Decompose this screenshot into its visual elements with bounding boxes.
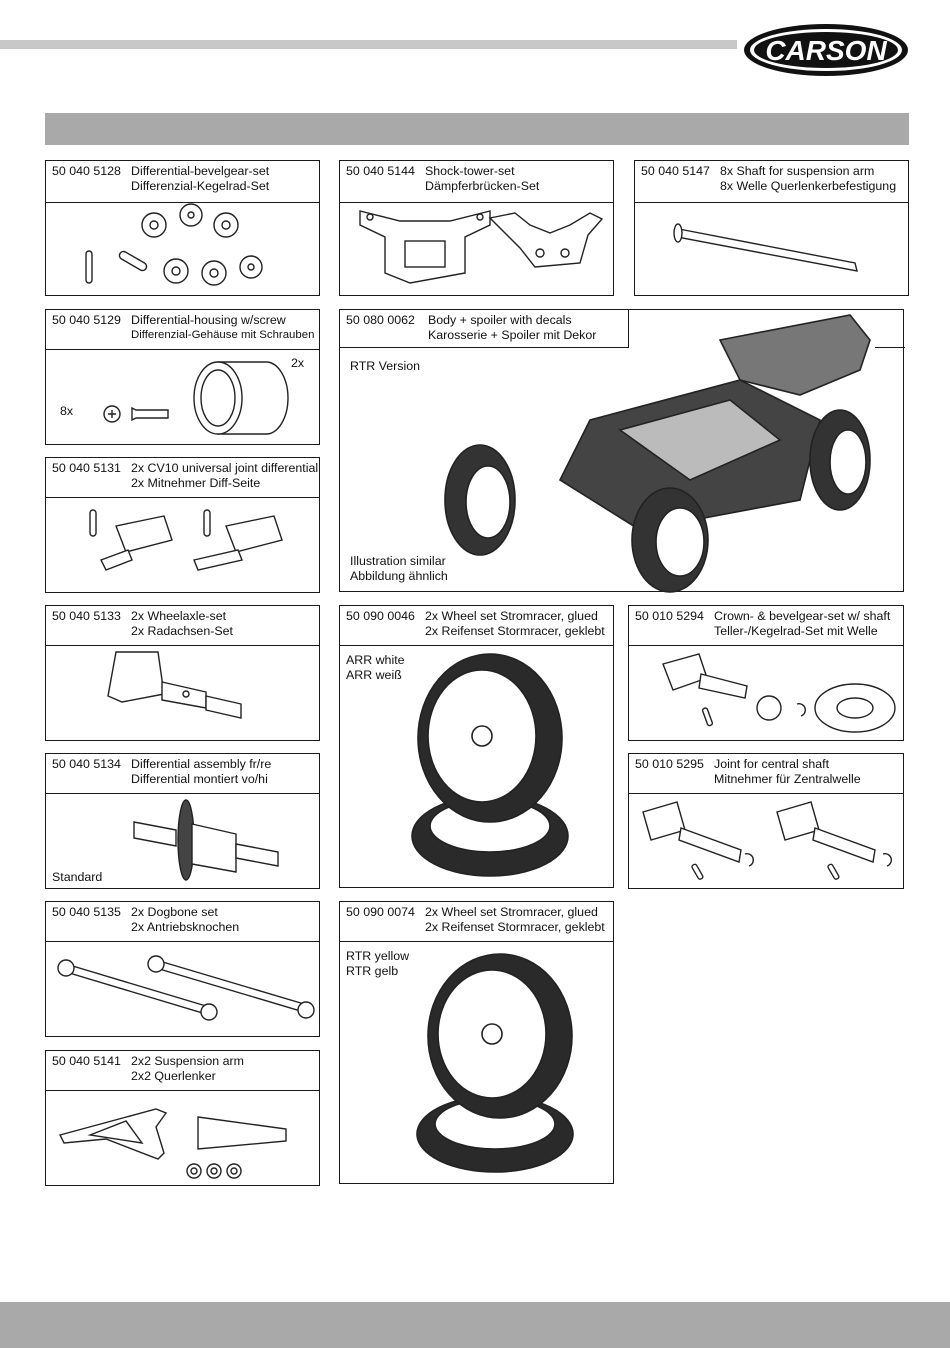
footer-band	[0, 1302, 950, 1348]
color-label-en: ARR white	[346, 653, 405, 667]
part-name-en: Body + spoiler with decals	[428, 313, 572, 327]
section-header-band	[45, 113, 909, 145]
bevelgear-set-illustration	[46, 203, 321, 297]
part-name-de: Teller-/Kegelrad-Set mit Welle	[714, 624, 878, 638]
part-name-en: Differential assembly fr/re	[131, 757, 272, 771]
part-card-5040-5141	[45, 1050, 320, 1186]
part-number: 50 090 0046	[346, 609, 415, 623]
part-card-5090-0046	[339, 605, 614, 888]
part-name-en: Differential-bevelgear-set	[131, 164, 270, 178]
part-name-de: 2x Mitnehmer Diff-Seite	[131, 476, 261, 490]
wheel-axle-illustration	[46, 646, 321, 742]
diff-assembly-illustration	[46, 794, 321, 890]
part-card-5040-5147	[634, 160, 909, 296]
variant-label: Standard	[52, 870, 103, 884]
wheel-set-white-illustration	[340, 646, 615, 889]
part-name-de: Mitnehmer für Zentralwelle	[714, 772, 861, 786]
part-number: 50 010 5295	[635, 757, 704, 771]
part-number: 50 040 5133	[52, 609, 121, 623]
part-name-de: 8x Welle Querlenkerbefestigung	[720, 179, 897, 193]
housing-quantity: 2x	[291, 356, 305, 370]
part-card-5010-5294	[628, 605, 904, 741]
central-joint-illustration	[629, 794, 905, 890]
part-number: 50 010 5294	[635, 609, 704, 623]
part-card-5040-5144	[339, 160, 614, 296]
part-name-de: 2x Reifenset Stormracer, geklebt	[425, 624, 605, 638]
suspension-arm-illustration	[46, 1091, 321, 1187]
part-number: 50 040 5141	[52, 1054, 121, 1068]
color-label-en: RTR yellow	[346, 949, 410, 963]
part-number: 50 040 5134	[52, 757, 121, 771]
part-name-de: Differenzial-Kegelrad-Set	[131, 179, 270, 193]
part-name-de: Dämpferbrücken-Set	[425, 179, 540, 193]
buggy-body-illustration	[440, 310, 880, 590]
part-name-en: 2x Wheelaxle-set	[131, 609, 227, 623]
part-name-de: 2x Reifenset Stormracer, geklebt	[425, 920, 605, 934]
part-number: 50 040 5135	[52, 905, 121, 919]
part-name-en: Joint for central shaft	[714, 757, 830, 771]
part-name-de: 2x2 Querlenker	[131, 1069, 216, 1083]
carson-logo	[742, 22, 910, 78]
illustration-note-de: Abbildung ähnlich	[350, 569, 448, 583]
crown-gear-illustration	[629, 646, 905, 742]
top-decor-bar	[0, 40, 737, 49]
part-name-en: Shock-tower-set	[425, 164, 515, 178]
cv-joint-illustration	[46, 498, 321, 594]
part-card-5040-5131	[45, 457, 320, 593]
part-card-5040-5134	[45, 753, 320, 889]
part-card-5040-5129	[45, 309, 320, 445]
part-name-en: 8x Shaft for suspension arm	[720, 164, 875, 178]
part-card-5010-5295	[628, 753, 904, 889]
part-name-en: Differential-housing w/screw	[131, 313, 286, 327]
part-number: 50 090 0074	[346, 905, 415, 919]
part-name-de: 2x Radachsen-Set	[131, 624, 233, 638]
part-name-en: Crown- & bevelgear-set w/ shaft	[714, 609, 891, 623]
part-card-5040-5128	[45, 160, 320, 296]
part-name-de: 2x Antriebsknochen	[131, 920, 240, 934]
part-name-en: 2x CV10 universal joint differential	[131, 461, 319, 475]
part-name-en: 2x Wheel set Stromracer, glued	[425, 905, 598, 919]
part-name-en: 2x2 Suspension arm	[131, 1054, 244, 1068]
part-number: 50 040 5128	[52, 164, 121, 178]
version-label: RTR Version	[350, 359, 421, 373]
part-card-5080-0062	[339, 309, 904, 592]
shock-tower-illustration	[340, 203, 615, 297]
part-name-en: 2x Dogbone set	[131, 905, 218, 919]
part-name-en: 2x Wheel set Stromracer, glued	[425, 609, 598, 623]
wheel-set-yellow-illustration	[340, 942, 615, 1185]
part-name-de: Differential montiert vo/hi	[131, 772, 268, 786]
part-card-5040-5135	[45, 901, 320, 1037]
screw-quantity: 8x	[60, 404, 74, 418]
illustration-note-en: Illustration similar	[350, 554, 446, 568]
part-number: 50 040 5129	[52, 313, 121, 327]
color-label-de: ARR weiß	[346, 668, 402, 682]
part-card-5040-5133	[45, 605, 320, 741]
diff-housing-illustration	[46, 350, 321, 446]
dogbone-illustration	[46, 942, 321, 1038]
color-label-de: RTR gelb	[346, 964, 399, 978]
part-name-de: Karosserie + Spoiler mit Dekor	[428, 328, 597, 342]
part-number: 50 040 5144	[346, 164, 415, 178]
part-number: 50 040 5131	[52, 461, 121, 475]
part-card-5090-0074	[339, 901, 614, 1184]
logo-text: CARSON	[765, 35, 887, 66]
suspension-shaft-illustration	[635, 203, 910, 297]
part-name-de: Differenzial-Gehäuse mit Schrauben	[131, 329, 315, 341]
part-number: 50 080 0062	[346, 313, 415, 327]
part-number: 50 040 5147	[641, 164, 710, 178]
